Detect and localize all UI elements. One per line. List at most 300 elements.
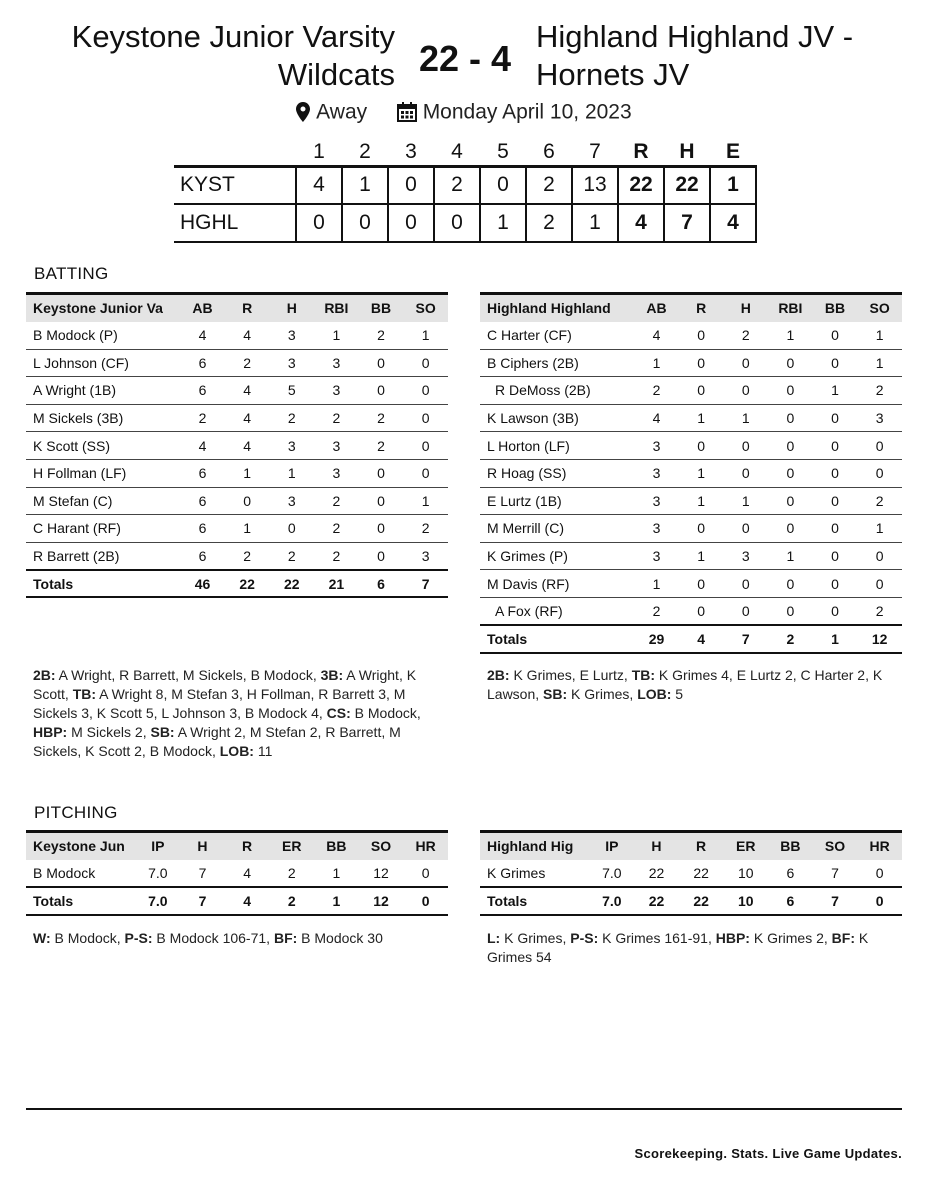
player-stat: 0 xyxy=(403,349,448,377)
inning-header: 7 xyxy=(589,140,601,164)
stat-column-header: BB xyxy=(768,832,813,860)
player-stat: 1 xyxy=(314,860,359,888)
linescore-table xyxy=(174,140,757,243)
player-stat: 0 xyxy=(813,459,858,487)
player-row xyxy=(26,542,448,570)
player-stat: 0 xyxy=(679,432,724,460)
player-stat: 0 xyxy=(813,487,858,515)
total-errors: 1 xyxy=(710,166,756,204)
total-stat: 0 xyxy=(857,887,902,915)
footer-tagline: Scorekeeping. Stats. Live Game Updates. xyxy=(634,1146,902,1161)
calendar-icon xyxy=(397,102,417,122)
player-name: B Ciphers (2B) xyxy=(480,349,634,377)
player-row xyxy=(480,487,902,515)
date-text: Monday April 10, 2023 xyxy=(422,100,632,124)
total-runs: 22 xyxy=(618,166,664,204)
player-stat: 0 xyxy=(403,377,448,405)
note-label: BF: xyxy=(273,930,298,946)
player-stat: 3 xyxy=(634,459,679,487)
note-label: 2B: xyxy=(487,667,510,683)
player-stat: 4 xyxy=(225,377,270,405)
player-stat: 0 xyxy=(813,597,858,625)
inning-runs: 0 xyxy=(342,204,388,242)
player-stat: 4 xyxy=(225,432,270,460)
player-stat: 2 xyxy=(634,597,679,625)
player-row xyxy=(480,860,902,888)
player-stat: 2 xyxy=(723,322,768,350)
player-stat: 0 xyxy=(813,404,858,432)
player-stat: 3 xyxy=(634,515,679,543)
linescore-row xyxy=(174,204,756,242)
inning-header: 5 xyxy=(497,140,509,164)
player-stat: 0 xyxy=(768,597,813,625)
total-stat: 0 xyxy=(403,887,448,915)
total-stat: 7 xyxy=(403,570,448,598)
away-batting-table xyxy=(480,292,902,654)
player-stat: 1 xyxy=(634,570,679,598)
total-stat: 12 xyxy=(359,887,404,915)
note-label: P-S: xyxy=(124,930,153,946)
note-label: HBP: xyxy=(33,724,68,740)
player-stat: 0 xyxy=(813,542,858,570)
player-stat: 3 xyxy=(634,542,679,570)
player-stat: 2 xyxy=(269,404,314,432)
player-stat: 0 xyxy=(403,459,448,487)
player-stat: 2 xyxy=(314,542,359,570)
player-name: R Hoag (SS) xyxy=(480,459,634,487)
stat-column-header: ER xyxy=(269,832,314,860)
player-stat: 7 xyxy=(813,860,858,888)
player-stat: 3 xyxy=(269,349,314,377)
note-text: K Grimes, xyxy=(567,686,638,702)
player-stat: 1 xyxy=(768,322,813,350)
player-stat: 0 xyxy=(768,432,813,460)
player-row xyxy=(480,459,902,487)
stats-header-row xyxy=(480,294,902,322)
player-stat: 12 xyxy=(359,860,404,888)
away-pitching-table xyxy=(480,830,902,916)
player-stat: 3 xyxy=(857,404,902,432)
player-stat: 4 xyxy=(180,322,225,350)
total-stat: 29 xyxy=(634,625,679,653)
total-stat: 22 xyxy=(634,887,679,915)
stat-column-header: HR xyxy=(857,832,902,860)
total-stat: 46 xyxy=(180,570,225,598)
player-row xyxy=(26,515,448,543)
totals-label: Totals xyxy=(26,887,136,915)
player-row xyxy=(26,459,448,487)
player-name: M Sickels (3B) xyxy=(26,404,180,432)
player-stat: 0 xyxy=(857,432,902,460)
total-stat: 1 xyxy=(314,887,359,915)
inning-runs: 13 xyxy=(572,166,618,204)
note-label: W: xyxy=(33,930,51,946)
note-label: HBP: xyxy=(715,930,750,946)
totals-label: Totals xyxy=(26,570,180,598)
totals-row xyxy=(480,625,902,653)
player-row xyxy=(480,570,902,598)
note-label: P-S: xyxy=(570,930,599,946)
inning-runs: 2 xyxy=(434,166,480,204)
away-pitching-notes xyxy=(487,929,897,967)
stat-column-header: SO xyxy=(857,294,902,322)
player-stat: 0 xyxy=(403,404,448,432)
player-stat: 0 xyxy=(857,542,902,570)
player-row xyxy=(480,597,902,625)
player-stat: 7 xyxy=(180,860,225,888)
stat-column-header: SO xyxy=(359,832,404,860)
player-row xyxy=(26,432,448,460)
note-text: K Grimes, xyxy=(500,930,571,946)
player-name: K Lawson (3B) xyxy=(480,404,634,432)
note-text: 5 xyxy=(671,686,684,702)
game-meta xyxy=(0,100,928,124)
player-stat: 1 xyxy=(857,515,902,543)
final-score: 22 - 4 xyxy=(418,38,512,79)
team-name-header: Keystone Junior Va xyxy=(26,294,180,322)
player-stat: 4 xyxy=(634,322,679,350)
inning-runs: 1 xyxy=(342,166,388,204)
player-row xyxy=(480,404,902,432)
player-name: R Barrett (2B) xyxy=(26,542,180,570)
note-label: BF: xyxy=(831,930,855,946)
player-name: K Grimes xyxy=(480,860,590,888)
total-stat: 6 xyxy=(768,887,813,915)
player-name: B Modock (P) xyxy=(26,322,180,350)
stat-column-header: R xyxy=(679,294,724,322)
player-row xyxy=(26,487,448,515)
player-stat: 0 xyxy=(768,349,813,377)
total-stat: 4 xyxy=(679,625,724,653)
stat-column-header: SO xyxy=(813,832,858,860)
home-batting-table xyxy=(26,292,448,598)
player-stat: 1 xyxy=(403,487,448,515)
home-pitching-notes xyxy=(33,929,453,948)
player-stat: 0 xyxy=(768,377,813,405)
player-name: R DeMoss (2B) xyxy=(480,377,634,405)
inning-runs: 1 xyxy=(572,204,618,242)
player-stat: 3 xyxy=(403,542,448,570)
stat-column-header: AB xyxy=(634,294,679,322)
note-label: 2B: xyxy=(33,667,56,683)
player-stat: 7.0 xyxy=(136,860,181,888)
stat-column-header: H xyxy=(180,832,225,860)
map-pin-icon xyxy=(296,102,310,122)
note-text: A Wright 8, M Stefan 3, H Follman, R Barrett 3, M Sickels 3, K Scott 5, L Johnson 3, B Modock 4, xyxy=(33,686,406,721)
total-stat: 22 xyxy=(679,887,724,915)
player-row xyxy=(480,542,902,570)
total-hits: 7 xyxy=(664,204,710,242)
player-stat: 2 xyxy=(359,404,404,432)
player-stat: 3 xyxy=(314,349,359,377)
stat-column-header: RBI xyxy=(768,294,813,322)
stat-column-header: HR xyxy=(403,832,448,860)
total-stat: 7 xyxy=(813,887,858,915)
player-stat: 6 xyxy=(180,515,225,543)
player-stat: 1 xyxy=(679,542,724,570)
player-stat: 4 xyxy=(634,404,679,432)
player-stat: 2 xyxy=(225,349,270,377)
player-row xyxy=(26,404,448,432)
player-name: B Modock xyxy=(26,860,136,888)
player-stat: 0 xyxy=(359,349,404,377)
inning-runs: 2 xyxy=(526,204,572,242)
stat-column-header: BB xyxy=(314,832,359,860)
player-stat: 0 xyxy=(679,349,724,377)
stat-column-header: H xyxy=(269,294,314,322)
player-stat: 4 xyxy=(225,322,270,350)
player-stat: 2 xyxy=(314,404,359,432)
totals-row xyxy=(480,887,902,915)
inning-runs: 0 xyxy=(296,204,342,242)
location-text: Away xyxy=(316,100,368,124)
player-stat: 0 xyxy=(813,515,858,543)
player-stat: 2 xyxy=(314,515,359,543)
player-stat: 1 xyxy=(403,322,448,350)
player-stat: 22 xyxy=(679,860,724,888)
stat-column-header: R xyxy=(679,832,724,860)
player-name: C Harant (RF) xyxy=(26,515,180,543)
runs-header: R xyxy=(633,140,649,164)
player-stat: 0 xyxy=(269,515,314,543)
stat-column-header: BB xyxy=(813,294,858,322)
total-stat: 2 xyxy=(269,887,314,915)
player-stat: 6 xyxy=(180,487,225,515)
player-stat: 3 xyxy=(269,487,314,515)
batting-section-title: BATTING xyxy=(34,264,109,283)
player-stat: 2 xyxy=(359,322,404,350)
player-stat: 3 xyxy=(634,487,679,515)
player-stat: 10 xyxy=(723,860,768,888)
inning-runs: 0 xyxy=(480,166,526,204)
player-stat: 1 xyxy=(269,459,314,487)
player-name: K Scott (SS) xyxy=(26,432,180,460)
player-row xyxy=(26,322,448,350)
total-stat: 12 xyxy=(857,625,902,653)
inning-header: 3 xyxy=(405,140,417,164)
player-stat: 1 xyxy=(634,349,679,377)
inning-runs: 0 xyxy=(388,166,434,204)
player-stat: 3 xyxy=(269,322,314,350)
stat-column-header: H xyxy=(723,294,768,322)
total-runs: 4 xyxy=(618,204,664,242)
away-team-name: Highland Highland JV - Hornets JV xyxy=(536,19,854,92)
player-stat: 2 xyxy=(225,542,270,570)
team-name-header: Highland Hig xyxy=(480,832,590,860)
home-team-name: Keystone Junior Varsity Wildcats xyxy=(71,19,395,92)
team-name-header: Keystone Jun xyxy=(26,832,136,860)
player-stat: 0 xyxy=(679,377,724,405)
player-stat: 0 xyxy=(723,377,768,405)
note-text: 11 xyxy=(253,743,273,759)
player-stat: 3 xyxy=(314,459,359,487)
note-label: CS: xyxy=(326,705,351,721)
player-stat: 0 xyxy=(813,432,858,460)
stat-column-header: BB xyxy=(359,294,404,322)
stat-column-header: RBI xyxy=(314,294,359,322)
player-stat: 0 xyxy=(359,459,404,487)
inning-runs: 0 xyxy=(388,204,434,242)
player-stat: 2 xyxy=(359,432,404,460)
player-name: M Stefan (C) xyxy=(26,487,180,515)
player-stat: 0 xyxy=(857,570,902,598)
inning-header: 6 xyxy=(543,140,555,164)
team-name-header: Highland Highland xyxy=(480,294,634,322)
player-stat: 0 xyxy=(679,515,724,543)
player-stat: 4 xyxy=(225,404,270,432)
stat-column-header: H xyxy=(634,832,679,860)
note-text: K Grimes 54 xyxy=(487,930,869,965)
player-stat: 1 xyxy=(679,404,724,432)
player-stat: 1 xyxy=(225,459,270,487)
player-stat: 1 xyxy=(857,349,902,377)
note-text: A Wright, R Barrett, M Sickels, B Modock, xyxy=(55,667,321,683)
player-stat: 0 xyxy=(768,515,813,543)
stat-column-header: IP xyxy=(136,832,181,860)
player-stat: 1 xyxy=(679,487,724,515)
player-stat: 1 xyxy=(813,377,858,405)
player-stat: 2 xyxy=(634,377,679,405)
player-stat: 0 xyxy=(813,322,858,350)
stat-column-header: R xyxy=(225,294,270,322)
player-stat: 1 xyxy=(768,542,813,570)
player-stat: 0 xyxy=(403,860,448,888)
note-label: LOB: xyxy=(219,743,254,759)
player-stat: 3 xyxy=(314,377,359,405)
total-stat: 21 xyxy=(314,570,359,598)
total-stat: 4 xyxy=(225,887,270,915)
total-stat: 7.0 xyxy=(136,887,181,915)
hits-header: H xyxy=(679,140,695,164)
note-label: TB: xyxy=(72,686,97,702)
player-name: C Harter (CF) xyxy=(480,322,634,350)
note-text: B Modock, xyxy=(50,930,125,946)
player-name: M Davis (RF) xyxy=(480,570,634,598)
linescore-row xyxy=(174,166,756,204)
stat-column-header: R xyxy=(225,832,270,860)
note-text: K Grimes, E Lurtz, xyxy=(509,667,632,683)
totals-row xyxy=(26,887,448,915)
player-stat: 0 xyxy=(768,459,813,487)
player-stat: 1 xyxy=(723,487,768,515)
player-stat: 2 xyxy=(314,487,359,515)
player-stat: 0 xyxy=(723,459,768,487)
player-name: A Fox (RF) xyxy=(480,597,634,625)
player-stat: 3 xyxy=(269,432,314,460)
stat-column-header: IP xyxy=(590,832,635,860)
player-stat: 3 xyxy=(723,542,768,570)
player-stat: 0 xyxy=(723,349,768,377)
pitching-section-title: PITCHING xyxy=(34,803,118,822)
player-name: K Grimes (P) xyxy=(480,542,634,570)
player-stat: 4 xyxy=(180,432,225,460)
inning-header: 2 xyxy=(359,140,371,164)
player-stat: 0 xyxy=(813,570,858,598)
player-stat: 6 xyxy=(180,542,225,570)
totals-label: Totals xyxy=(480,625,634,653)
note-label: TB: xyxy=(631,667,656,683)
inning-runs: 1 xyxy=(480,204,526,242)
inning-runs: 4 xyxy=(296,166,342,204)
note-label: LOB: xyxy=(637,686,672,702)
player-stat: 0 xyxy=(768,404,813,432)
player-row xyxy=(480,349,902,377)
game-header xyxy=(0,14,928,106)
linescore-team: KYST xyxy=(174,166,296,204)
linescore-team-header xyxy=(174,140,296,166)
total-stat: 10 xyxy=(723,887,768,915)
player-stat: 3 xyxy=(314,432,359,460)
player-row xyxy=(26,349,448,377)
player-stat: 6 xyxy=(180,377,225,405)
total-errors: 4 xyxy=(710,204,756,242)
player-stat: 5 xyxy=(269,377,314,405)
player-stat: 0 xyxy=(857,459,902,487)
player-stat: 2 xyxy=(857,597,902,625)
note-text: K Grimes 4, E Lurtz 2, C Harter 2, K Lawson, xyxy=(487,667,883,702)
player-stat: 0 xyxy=(723,597,768,625)
player-stat: 2 xyxy=(857,487,902,515)
note-label: SB: xyxy=(150,724,175,740)
inning-runs: 0 xyxy=(434,204,480,242)
player-row xyxy=(26,377,448,405)
player-name: E Lurtz (1B) xyxy=(480,487,634,515)
player-stat: 2 xyxy=(180,404,225,432)
note-text: A Wright, K Scott, xyxy=(33,667,417,702)
player-name: L Horton (LF) xyxy=(480,432,634,460)
player-stat: 1 xyxy=(857,322,902,350)
player-stat: 1 xyxy=(679,459,724,487)
totals-label: Totals xyxy=(480,887,590,915)
player-stat: 0 xyxy=(679,570,724,598)
player-row xyxy=(480,515,902,543)
total-stat: 7 xyxy=(180,887,225,915)
player-stat: 3 xyxy=(634,432,679,460)
player-name: H Follman (LF) xyxy=(26,459,180,487)
note-text: B Modock 30 xyxy=(297,930,383,946)
total-stat: 2 xyxy=(768,625,813,653)
total-hits: 22 xyxy=(664,166,710,204)
player-stat: 6 xyxy=(180,349,225,377)
inning-header: 4 xyxy=(451,140,463,164)
footer-divider xyxy=(26,1108,902,1110)
total-stat: 7.0 xyxy=(590,887,635,915)
player-stat: 1 xyxy=(225,515,270,543)
player-stat: 0 xyxy=(359,542,404,570)
stats-header-row xyxy=(26,294,448,322)
player-stat: 2 xyxy=(857,377,902,405)
home-pitching-table xyxy=(26,830,448,916)
player-row xyxy=(480,322,902,350)
note-label: SB: xyxy=(543,686,568,702)
linescore-team: HGHL xyxy=(174,204,296,242)
player-stat: 2 xyxy=(269,860,314,888)
away-batting-notes xyxy=(487,666,887,704)
player-row xyxy=(480,432,902,460)
player-stat: 0 xyxy=(359,487,404,515)
player-stat: 0 xyxy=(359,515,404,543)
player-stat: 6 xyxy=(180,459,225,487)
note-text: A Wright 2, M Stefan 2, R Barrett, M Sickels, K Scott 2, B Modock, xyxy=(33,724,401,759)
player-stat: 0 xyxy=(768,570,813,598)
player-name: L Johnson (CF) xyxy=(26,349,180,377)
player-stat: 0 xyxy=(857,860,902,888)
inning-runs: 2 xyxy=(526,166,572,204)
player-stat: 4 xyxy=(225,860,270,888)
errors-header: E xyxy=(725,140,740,164)
linescore-header-row xyxy=(174,140,756,166)
player-name: M Merrill (C) xyxy=(480,515,634,543)
